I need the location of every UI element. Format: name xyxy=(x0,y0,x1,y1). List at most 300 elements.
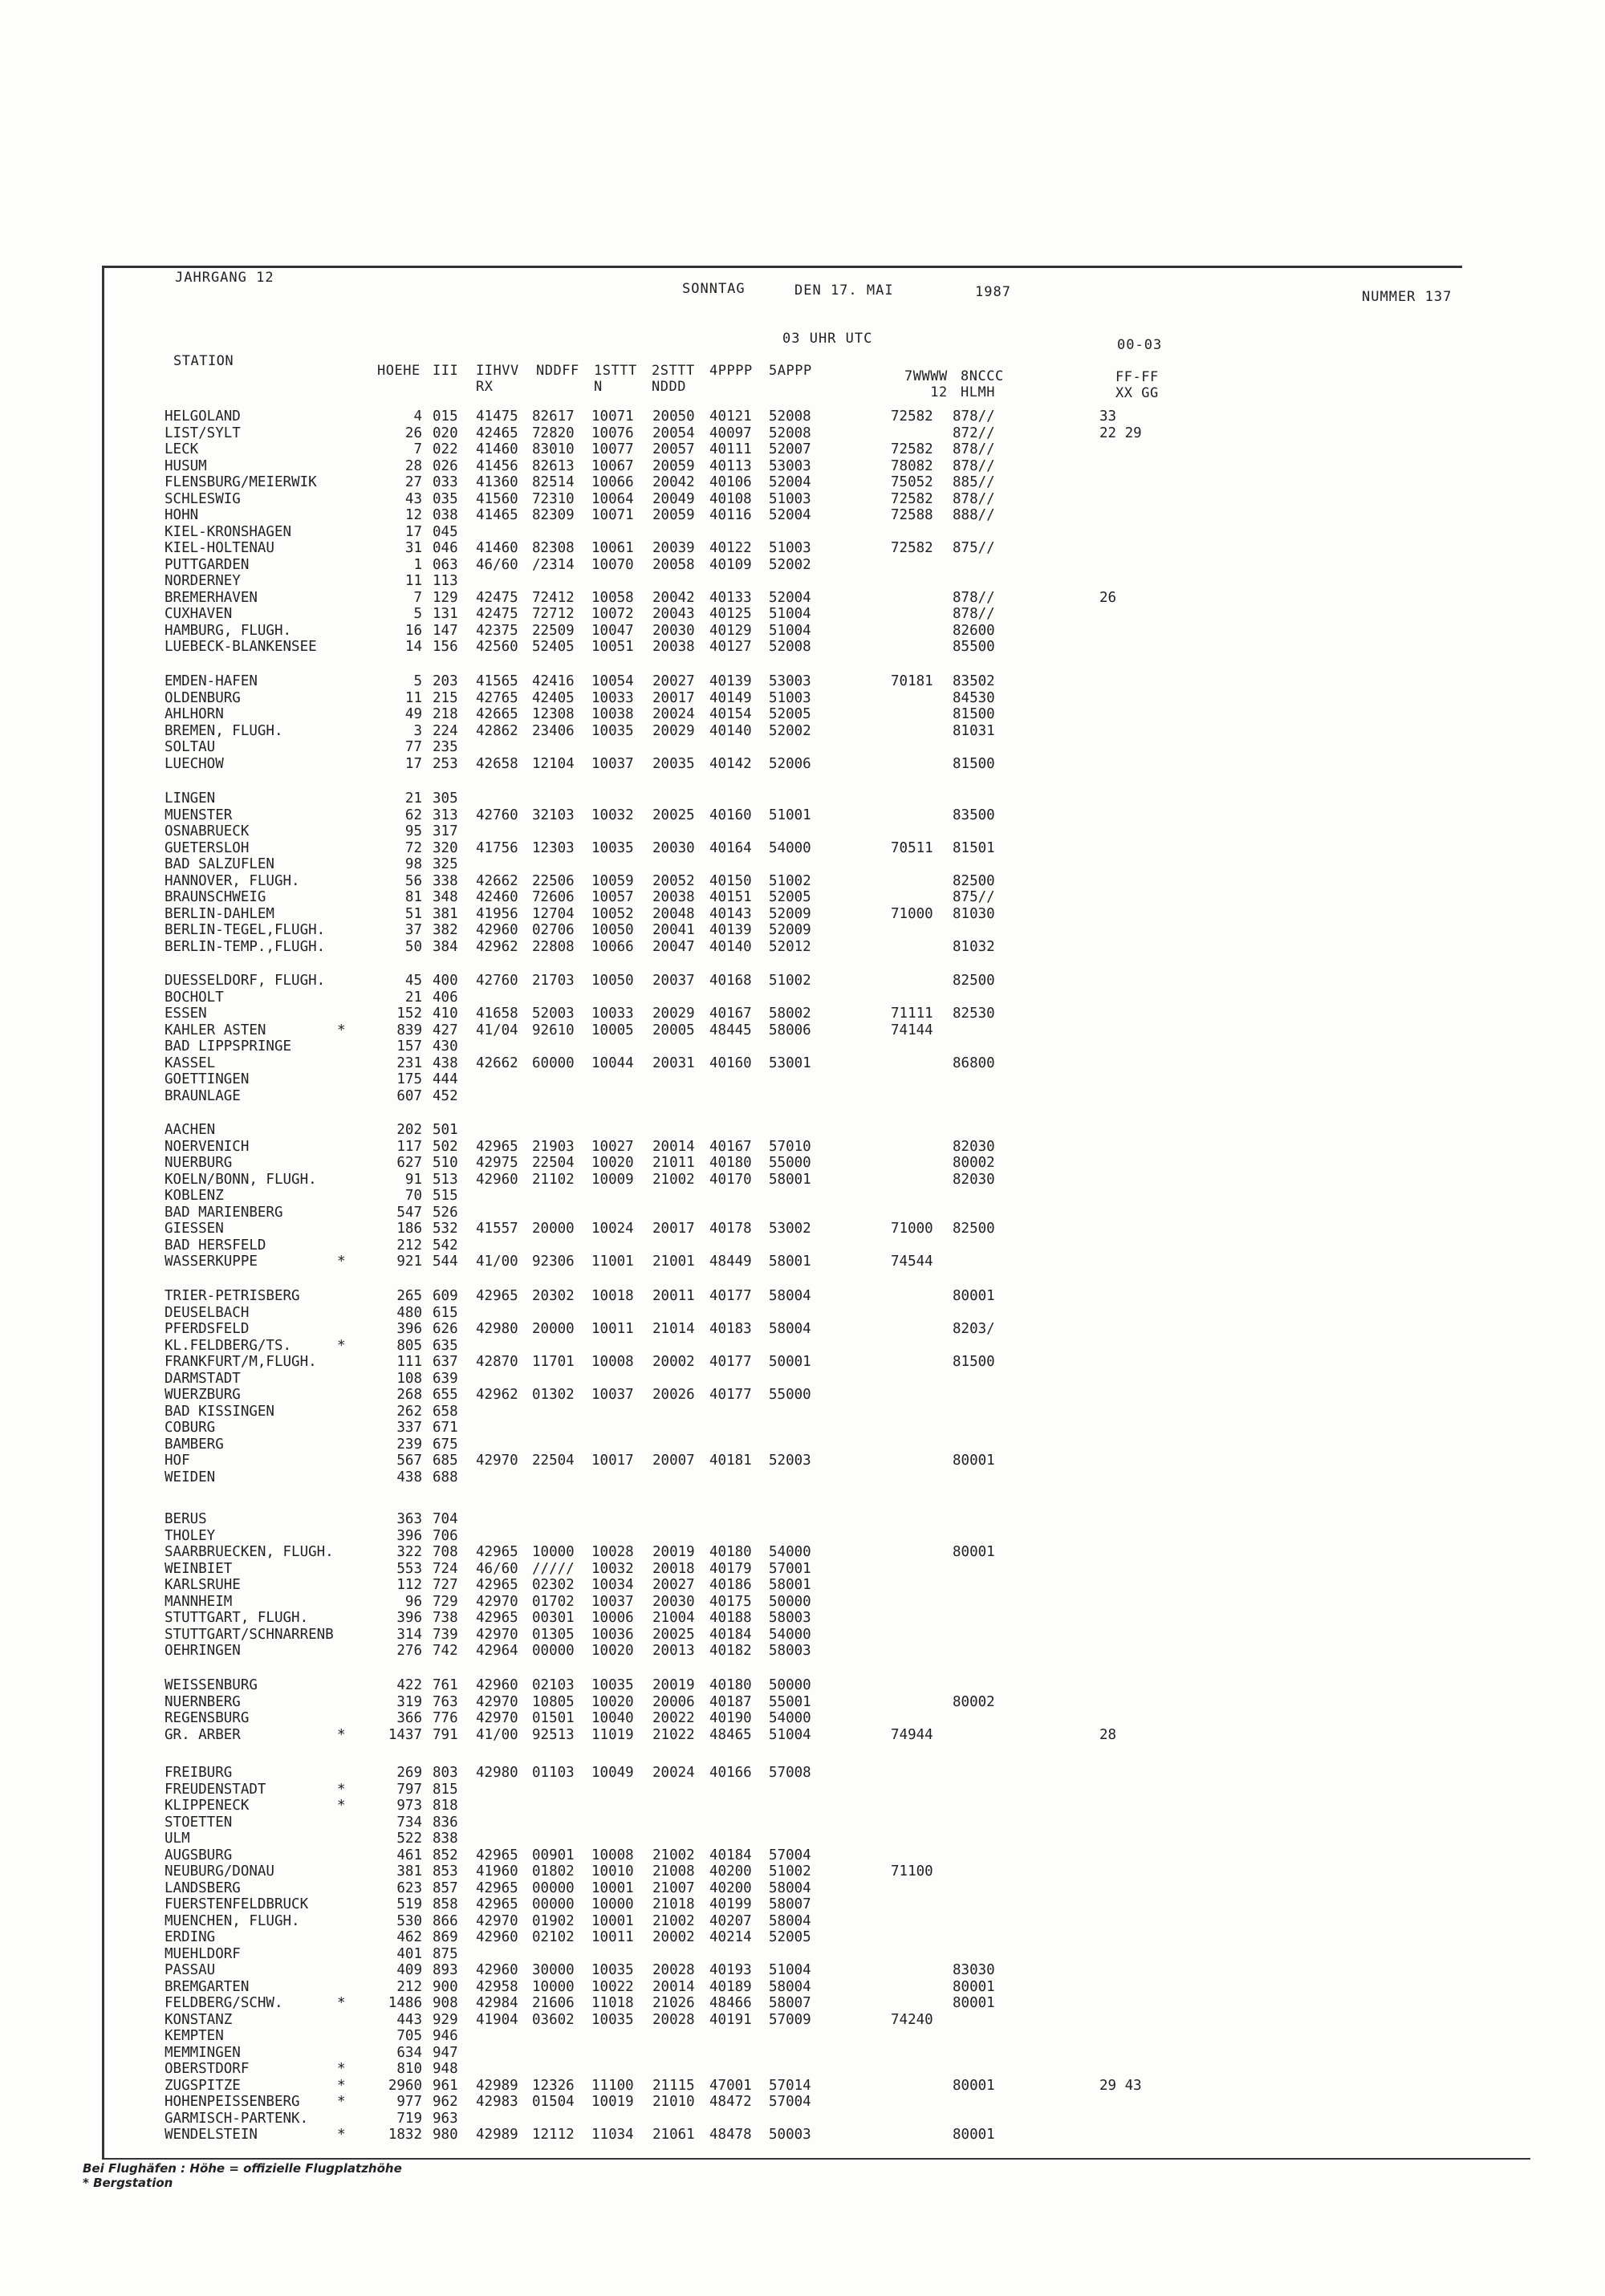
station-row xyxy=(0,1288,1605,1304)
nddff: 00000 xyxy=(532,1643,575,1659)
group-5appp: 58007 xyxy=(769,1896,811,1912)
iihvv: 42475 xyxy=(476,606,518,622)
group-8nccc: 80001 xyxy=(953,1979,995,1995)
group-2sttt: 21010 xyxy=(652,2094,695,2110)
group-7wwww: 74544 xyxy=(891,1254,933,1270)
station-row xyxy=(0,673,1605,689)
group-4pppp: 40193 xyxy=(709,1962,752,1978)
group-5appp: 50003 xyxy=(769,2127,811,2143)
group-2sttt: 20038 xyxy=(652,639,695,655)
station-height: 152 xyxy=(396,1006,422,1022)
nddff: 20302 xyxy=(532,1288,575,1304)
group-5appp: 54000 xyxy=(769,1544,811,1560)
station-height: 51 xyxy=(404,906,422,922)
group-1sttt: 10067 xyxy=(591,458,634,474)
group-8nccc: 878// xyxy=(953,408,995,425)
station-row xyxy=(0,1798,1605,1814)
nddff: 22509 xyxy=(532,623,575,639)
station-name: WENDELSTEIN xyxy=(165,2127,258,2143)
group-1sttt: 10061 xyxy=(591,540,634,556)
group-8nccc: 80001 xyxy=(953,1995,995,2011)
station-height: 401 xyxy=(396,1946,422,1962)
group-4pppp: 40183 xyxy=(709,1321,752,1337)
station-id: 015 xyxy=(433,408,458,425)
iihvv: 41465 xyxy=(476,507,518,523)
station-height: 77 xyxy=(404,739,422,755)
iihvv: 46/60 xyxy=(476,1561,518,1577)
station-height: 14 xyxy=(404,639,422,655)
iihvv: 42560 xyxy=(476,639,518,655)
station-row xyxy=(0,2127,1605,2143)
station-row xyxy=(0,1305,1605,1321)
group-8nccc: 82600 xyxy=(953,623,995,639)
station-row xyxy=(0,756,1605,772)
group-2sttt: 20047 xyxy=(652,939,695,955)
iihvv: 42862 xyxy=(476,723,518,739)
station-height: 7 xyxy=(413,441,422,457)
nddff: 10805 xyxy=(532,1694,575,1710)
nddff: ///// xyxy=(532,1561,575,1577)
station-name: AHLHORN xyxy=(165,706,224,722)
nddff: 22506 xyxy=(532,873,575,889)
station-height: 1832 xyxy=(388,2127,422,2143)
iihvv: 41460 xyxy=(476,540,518,556)
group-5appp: 51004 xyxy=(769,1727,811,1743)
group-2sttt: 21008 xyxy=(652,1863,695,1879)
nddff: 72712 xyxy=(532,606,575,622)
iihvv: 42970 xyxy=(476,1694,518,1710)
group-5appp: 57014 xyxy=(769,2078,811,2094)
group-4pppp: 48472 xyxy=(709,2094,752,2110)
station-row xyxy=(0,1995,1605,2011)
right-time-range: 00-03 xyxy=(1117,337,1163,353)
station-name: HOF xyxy=(165,1453,190,1469)
group-1sttt: 10035 xyxy=(591,2012,634,2028)
station-row xyxy=(0,507,1605,523)
station-height: 438 xyxy=(396,1469,422,1485)
station-row xyxy=(0,2111,1605,2127)
station-height: 175 xyxy=(396,1071,422,1087)
station-name: BERLIN-TEGEL,FLUGH. xyxy=(165,922,326,938)
station-id: 515 xyxy=(433,1188,458,1204)
station-name: BREMGARTEN xyxy=(165,1979,250,1995)
group-2sttt: 20025 xyxy=(652,1627,695,1643)
group-2sttt: 20017 xyxy=(652,690,695,706)
group-1sttt: 10050 xyxy=(591,922,634,938)
station-id: 020 xyxy=(433,425,458,441)
group-5appp: 52008 xyxy=(769,408,811,425)
iihvv: 42975 xyxy=(476,1155,518,1171)
nddff: 20000 xyxy=(532,1321,575,1337)
group-2sttt: 20058 xyxy=(652,557,695,573)
station-height: 268 xyxy=(396,1387,422,1403)
station-id: 803 xyxy=(433,1765,458,1781)
col-8nccc: 8NCCC HLMH xyxy=(961,368,1004,400)
station-height: 462 xyxy=(396,1929,422,1945)
group-8nccc: 81030 xyxy=(953,906,995,922)
jahrgang-label: JAHRGANG 12 xyxy=(175,270,274,286)
group-2sttt: 20027 xyxy=(652,673,695,689)
group-2sttt: 20013 xyxy=(652,1643,695,1659)
station-row xyxy=(0,1254,1605,1270)
group-2sttt: 20054 xyxy=(652,425,695,441)
group-4pppp: 40167 xyxy=(709,1139,752,1155)
station-row xyxy=(0,873,1605,889)
group-1sttt: 10020 xyxy=(591,1694,634,1710)
nddff: 92610 xyxy=(532,1022,575,1038)
station-name: NORDERNEY xyxy=(165,573,241,589)
station-id: 400 xyxy=(433,973,458,989)
station-height: 112 xyxy=(396,1577,422,1593)
group-1sttt: 10033 xyxy=(591,1006,634,1022)
group-5appp: 57001 xyxy=(769,1561,811,1577)
station-id: 609 xyxy=(433,1288,458,1304)
station-row xyxy=(0,1155,1605,1171)
station-row xyxy=(0,1139,1605,1155)
group-1sttt: 10001 xyxy=(591,1913,634,1929)
group-1sttt: 10033 xyxy=(591,690,634,706)
group-4pppp: 48478 xyxy=(709,2127,752,2143)
group-2sttt: 20031 xyxy=(652,1055,695,1071)
station-id: 501 xyxy=(433,1122,458,1138)
station-name: ZUGSPITZE xyxy=(165,2078,241,2094)
station-name: KARLSRUHE xyxy=(165,1577,241,1593)
station-id: 542 xyxy=(433,1237,458,1254)
group-5appp: 57009 xyxy=(769,2012,811,2028)
iihvv: 41557 xyxy=(476,1221,518,1237)
station-name: MUEHLDORF xyxy=(165,1946,241,1962)
nddff: 12308 xyxy=(532,706,575,722)
group-4pppp: 48449 xyxy=(709,1254,752,1270)
station-height: 396 xyxy=(396,1528,422,1544)
group-1sttt: 10008 xyxy=(591,1847,634,1863)
group-8nccc: 82500 xyxy=(953,973,995,989)
group-4pppp: 40189 xyxy=(709,1979,752,1995)
station-name: BERLIN-DAHLEM xyxy=(165,906,274,922)
group-5appp: 57004 xyxy=(769,2094,811,2110)
station-id: 961 xyxy=(433,2078,458,2094)
group-5appp: 51003 xyxy=(769,491,811,507)
iihvv: 41475 xyxy=(476,408,518,425)
station-height: 56 xyxy=(404,873,422,889)
station-height: 366 xyxy=(396,1710,422,1726)
station-name: FELDBERG/SCHW. xyxy=(165,1995,283,2011)
station-row xyxy=(0,1544,1605,1560)
station-row xyxy=(0,1387,1605,1403)
group-8nccc: 81032 xyxy=(953,939,995,955)
group-5appp: 51002 xyxy=(769,1863,811,1879)
group-2sttt: 20052 xyxy=(652,873,695,889)
station-id: 869 xyxy=(433,1929,458,1945)
iihvv: 42658 xyxy=(476,756,518,772)
iihvv: 41456 xyxy=(476,458,518,474)
group-1sttt: 10017 xyxy=(591,1453,634,1469)
nddff: 00901 xyxy=(532,1847,575,1863)
station-id: 948 xyxy=(433,2061,458,2077)
station-id: 406 xyxy=(433,990,458,1006)
station-name: REGENSBURG xyxy=(165,1710,250,1726)
nddff: /2314 xyxy=(532,557,575,573)
group-4pppp: 40187 xyxy=(709,1694,752,1710)
station-id: 444 xyxy=(433,1071,458,1087)
group-1sttt: 10032 xyxy=(591,807,634,823)
group-4pppp: 40160 xyxy=(709,1055,752,1071)
station-name: DARMSTADT xyxy=(165,1371,241,1387)
station-height: 43 xyxy=(404,491,422,507)
station-name: FREIBURG xyxy=(165,1765,233,1781)
iihvv: 42475 xyxy=(476,590,518,606)
station-height: 98 xyxy=(404,856,422,872)
group-4pppp: 40167 xyxy=(709,1006,752,1022)
station-height: 202 xyxy=(396,1122,422,1138)
col-ffff: FF-FF XX GG xyxy=(1115,369,1159,401)
group-4pppp: 40200 xyxy=(709,1863,752,1879)
station-name: LINGEN xyxy=(165,790,216,807)
group-2sttt: 20027 xyxy=(652,1577,695,1593)
station-name: COBURG xyxy=(165,1420,216,1436)
station-row xyxy=(0,1205,1605,1221)
station-id: 035 xyxy=(433,491,458,507)
station-name: SOLTAU xyxy=(165,739,216,755)
station-id: 875 xyxy=(433,1946,458,1962)
station-height: 810 xyxy=(396,2061,422,2077)
group-4pppp: 40154 xyxy=(709,706,752,722)
station-name: BRAUNLAGE xyxy=(165,1088,241,1104)
station-name: PASSAU xyxy=(165,1962,216,1978)
station-height: 5 xyxy=(413,673,422,689)
group-4pppp: 40140 xyxy=(709,723,752,739)
station-id: 063 xyxy=(433,557,458,573)
station-name: PUTTGARDEN xyxy=(165,557,250,573)
group-1sttt: 10035 xyxy=(591,840,634,856)
station-id: 929 xyxy=(433,2012,458,2028)
group-8nccc: 83500 xyxy=(953,807,995,823)
col-nddff: NDDFF xyxy=(536,363,579,379)
station-height: 480 xyxy=(396,1305,422,1321)
group-2sttt: 20059 xyxy=(652,507,695,523)
group-2sttt: 21018 xyxy=(652,1896,695,1912)
group-2sttt: 21004 xyxy=(652,1610,695,1626)
group-1sttt: 10020 xyxy=(591,1155,634,1171)
station-row xyxy=(0,1469,1605,1485)
station-height: 12 xyxy=(404,507,422,523)
nddff: 01902 xyxy=(532,1913,575,1929)
group-4pppp: 40199 xyxy=(709,1896,752,1912)
group-5appp: 52002 xyxy=(769,723,811,739)
group-5appp: 50000 xyxy=(769,1677,811,1693)
station-height: 530 xyxy=(396,1913,422,1929)
group-7wwww: 72582 xyxy=(891,491,933,507)
station-id: 708 xyxy=(433,1544,458,1560)
station-row xyxy=(0,1338,1605,1354)
iihvv: 42760 xyxy=(476,807,518,823)
station-row xyxy=(0,1946,1605,1962)
nddff: 60000 xyxy=(532,1055,575,1071)
nddff: 02302 xyxy=(532,1577,575,1593)
station-row xyxy=(0,623,1605,639)
group-1sttt: 10020 xyxy=(591,1643,634,1659)
group-5appp: 58004 xyxy=(769,1880,811,1896)
station-id: 857 xyxy=(433,1880,458,1896)
station-height: 111 xyxy=(396,1354,422,1370)
station-name: MEMMINGEN xyxy=(165,2045,241,2061)
top-rule xyxy=(102,266,1462,268)
group-8nccc: 81500 xyxy=(953,756,995,772)
station-id: 224 xyxy=(433,723,458,739)
group-4pppp: 40180 xyxy=(709,1155,752,1171)
station-row xyxy=(0,1694,1605,1710)
group-1sttt: 10008 xyxy=(591,1354,634,1370)
group-2sttt: 20043 xyxy=(652,606,695,622)
station-row xyxy=(0,1022,1605,1038)
mountain-marker: * xyxy=(337,1338,346,1354)
nddff: 01103 xyxy=(532,1765,575,1781)
station-id: 724 xyxy=(433,1561,458,1577)
station-row xyxy=(0,922,1605,938)
group-8nccc: 82030 xyxy=(953,1139,995,1155)
iihvv: 42958 xyxy=(476,1979,518,1995)
group-5appp: 52005 xyxy=(769,889,811,905)
station-name: KASSEL xyxy=(165,1055,216,1071)
group-2sttt: 21022 xyxy=(652,1727,695,1743)
col-4pppp: 4PPPP xyxy=(709,363,753,379)
group-4pppp: 40160 xyxy=(709,807,752,823)
group-8nccc: 81500 xyxy=(953,1354,995,1370)
station-row xyxy=(0,1420,1605,1436)
group-1sttt: 10064 xyxy=(591,491,634,507)
station-row xyxy=(0,1122,1605,1138)
group-4pppp: 40166 xyxy=(709,1765,752,1781)
mountain-marker: * xyxy=(337,1022,346,1038)
group-5appp: 58007 xyxy=(769,1995,811,2011)
station-name: WEINBIET xyxy=(165,1561,233,1577)
group-5appp: 52012 xyxy=(769,939,811,955)
station-row xyxy=(0,2078,1605,2094)
nddff: 12104 xyxy=(532,756,575,772)
station-name: NOERVENICH xyxy=(165,1139,250,1155)
station-row xyxy=(0,1913,1605,1929)
nddff: 22504 xyxy=(532,1155,575,1171)
nddff: 72310 xyxy=(532,491,575,507)
nddff: 21703 xyxy=(532,973,575,989)
group-1sttt: 10070 xyxy=(591,557,634,573)
group-ffff: 26 xyxy=(1099,590,1117,606)
station-id: 203 xyxy=(433,673,458,689)
group-1sttt: 10035 xyxy=(591,723,634,739)
station-row xyxy=(0,1677,1605,1693)
iihvv: 42970 xyxy=(476,1453,518,1469)
station-row xyxy=(0,939,1605,955)
group-5appp: 58004 xyxy=(769,1288,811,1304)
group-5appp: 51004 xyxy=(769,606,811,622)
nddff: 82514 xyxy=(532,474,575,490)
group-1sttt: 10071 xyxy=(591,507,634,523)
group-5appp: 51002 xyxy=(769,973,811,989)
group-4pppp: 40180 xyxy=(709,1544,752,1560)
group-5appp: 52008 xyxy=(769,639,811,655)
group-5appp: 58001 xyxy=(769,1577,811,1593)
group-5appp: 57008 xyxy=(769,1765,811,1781)
iihvv: 42765 xyxy=(476,690,518,706)
group-4pppp: 40109 xyxy=(709,557,752,573)
station-id: 858 xyxy=(433,1896,458,1912)
iihvv: 42965 xyxy=(476,1544,518,1560)
group-1sttt: 10000 xyxy=(591,1896,634,1912)
nddff: 22504 xyxy=(532,1453,575,1469)
iihvv: 42965 xyxy=(476,1847,518,1863)
group-5appp: 51003 xyxy=(769,690,811,706)
station-name: GARMISCH-PARTENK. xyxy=(165,2111,309,2127)
station-name: DEUSELBACH xyxy=(165,1305,250,1321)
iihvv: 42965 xyxy=(476,1577,518,1593)
group-4pppp: 40184 xyxy=(709,1627,752,1643)
group-2sttt: 20024 xyxy=(652,706,695,722)
station-row xyxy=(0,1962,1605,1978)
group-4pppp: 40149 xyxy=(709,690,752,706)
station-name: WUERZBURG xyxy=(165,1387,241,1403)
station-name: WEIDEN xyxy=(165,1469,216,1485)
iihvv: 42970 xyxy=(476,1913,518,1929)
group-1sttt: 10009 xyxy=(591,1172,634,1188)
station-row xyxy=(0,840,1605,856)
group-1sttt: 10024 xyxy=(591,1221,634,1237)
group-1sttt: 10066 xyxy=(591,474,634,490)
station-id: 655 xyxy=(433,1387,458,1403)
station-row xyxy=(0,1847,1605,1863)
station-name: DUESSELDORF, FLUGH. xyxy=(165,973,326,989)
station-name: HANNOVER, FLUGH. xyxy=(165,873,300,889)
group-8nccc: 85500 xyxy=(953,639,995,655)
group-8nccc: 875// xyxy=(953,540,995,556)
group-1sttt: 11001 xyxy=(591,1254,634,1270)
group-4pppp: 40214 xyxy=(709,1929,752,1945)
nddff: 52405 xyxy=(532,639,575,655)
group-5appp: 51002 xyxy=(769,873,811,889)
group-1sttt: 10050 xyxy=(591,973,634,989)
group-5appp: 54000 xyxy=(769,1627,811,1643)
group-1sttt: 10011 xyxy=(591,1321,634,1337)
group-4pppp: 40207 xyxy=(709,1913,752,1929)
footnote-airport: Bei Flughäfen : Höhe = offizielle Flugplatzhöhe xyxy=(83,2161,402,2176)
group-2sttt: 21001 xyxy=(652,1254,695,1270)
group-1sttt: 11100 xyxy=(591,2078,634,2094)
group-ffff: 33 xyxy=(1099,408,1117,425)
station-height: 157 xyxy=(396,1038,422,1055)
station-id: 675 xyxy=(433,1437,458,1453)
station-name: HAMBURG, FLUGH. xyxy=(165,623,292,639)
group-2sttt: 20005 xyxy=(652,1022,695,1038)
group-4pppp: 48445 xyxy=(709,1022,752,1038)
group-2sttt: 20002 xyxy=(652,1354,695,1370)
group-1sttt: 10027 xyxy=(591,1139,634,1155)
station-id: 900 xyxy=(433,1979,458,1995)
station-height: 21 xyxy=(404,990,422,1006)
group-5appp: 52007 xyxy=(769,441,811,457)
group-7wwww: 74240 xyxy=(891,2012,933,2028)
iihvv: 42989 xyxy=(476,2127,518,2143)
group-2sttt: 21002 xyxy=(652,1172,695,1188)
group-5appp: 52005 xyxy=(769,706,811,722)
group-5appp: 57010 xyxy=(769,1139,811,1155)
group-4pppp: 47001 xyxy=(709,2078,752,2094)
group-1sttt: 10059 xyxy=(591,873,634,889)
group-8nccc: 83502 xyxy=(953,673,995,689)
station-name: LUEBECK-BLANKENSEE xyxy=(165,639,317,655)
group-8nccc: 82030 xyxy=(953,1172,995,1188)
col-2sttt: 2STTT NDDD xyxy=(652,363,695,395)
group-5appp: 58001 xyxy=(769,1172,811,1188)
col-7wwww: 7WWWW 12 xyxy=(904,368,948,400)
